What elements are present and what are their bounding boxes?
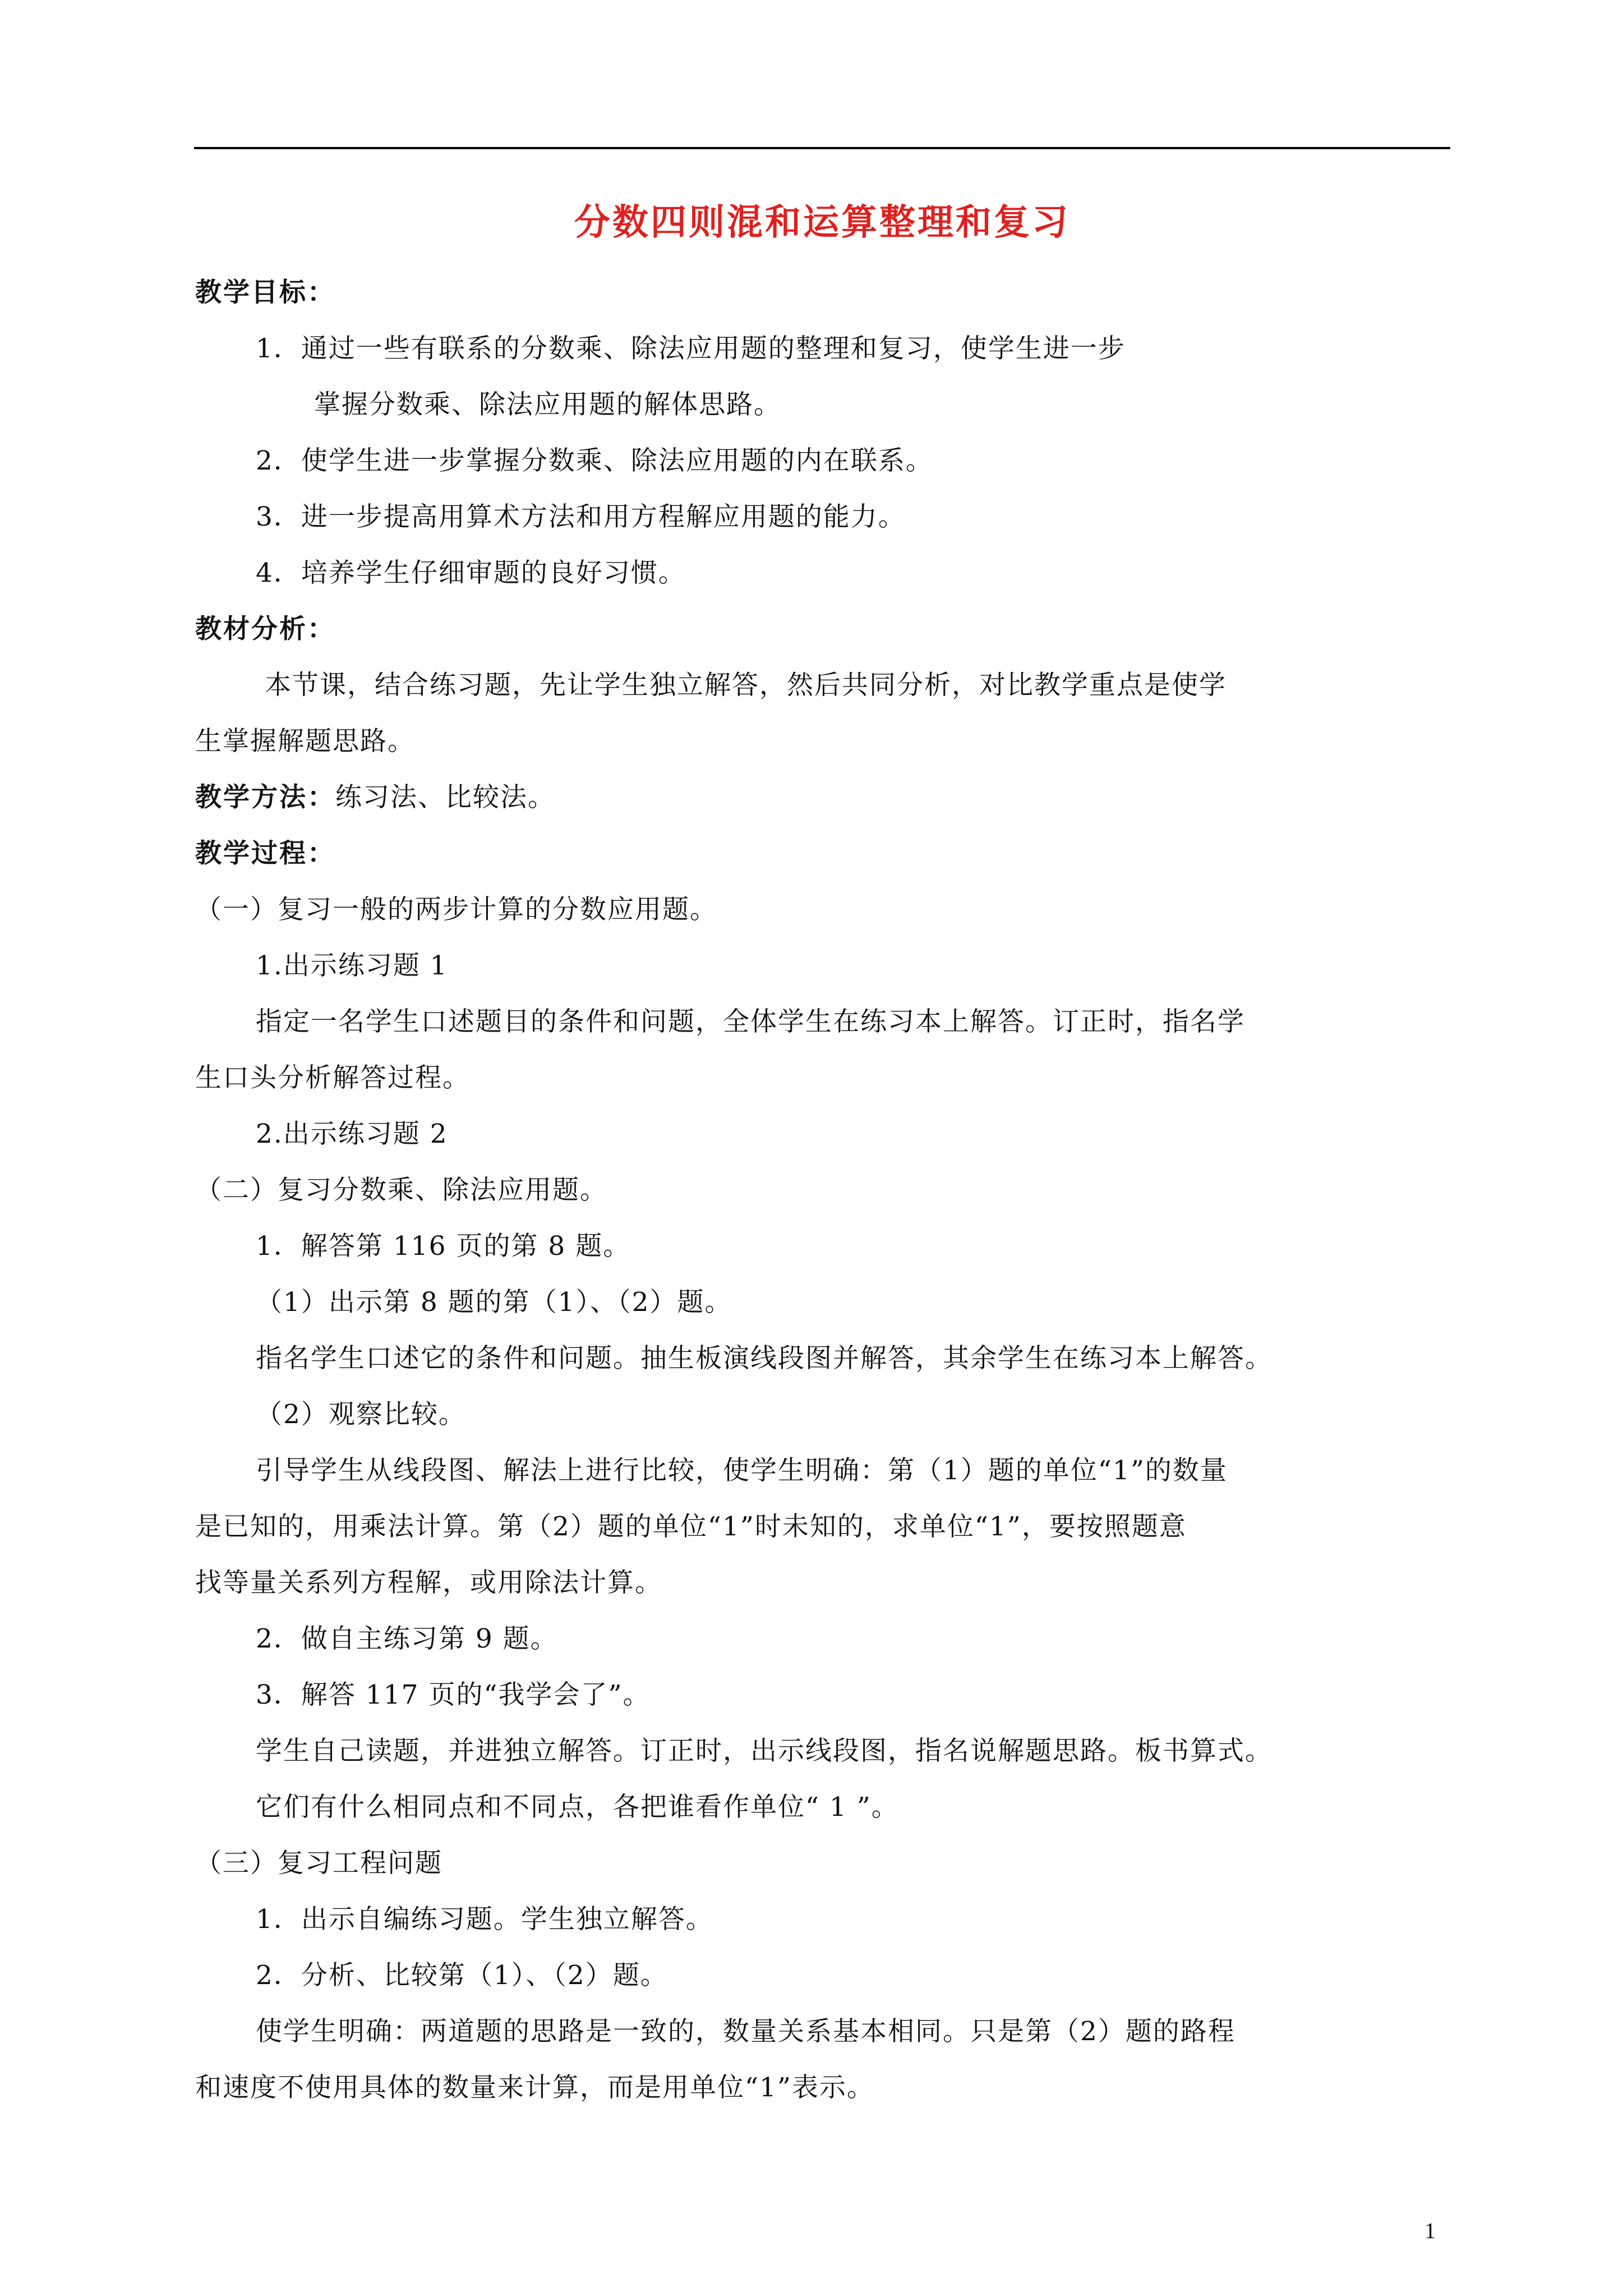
goal-line: 4．培养学生仔细审题的良好习惯。	[256, 558, 686, 588]
goal-line: 2．使学生进一步掌握分数乘、除法应用题的内在联系。	[256, 445, 933, 476]
process-line: 生口头分析解答过程。	[195, 1062, 470, 1093]
process-section-heading: （一）复习一般的两步计算的分数应用题。	[195, 894, 717, 925]
analysis-line: 生掌握解题思路。	[195, 726, 415, 757]
process-line: 学生自己读题，并进独立解答。订正时，出示线段图，指名说解题思路。板书算式。	[256, 1736, 1272, 1766]
goal-line: 掌握分数乘、除法应用题的解体思路。	[314, 389, 781, 420]
process-line: 找等量关系列方程解，或用除法计算。	[195, 1567, 662, 1598]
method-label: 教学方法：	[195, 782, 335, 813]
goals-heading: 教学目标：	[195, 277, 335, 308]
process-line: 指名学生口述它的条件和问题。抽生板演线段图并解答，其余学生在练习本上解答。	[256, 1343, 1272, 1374]
process-section-heading: （三）复习工程问题	[195, 1848, 442, 1879]
goal-line: 1．通过一些有联系的分数乘、除法应用题的整理和复习，使学生进一步	[256, 333, 1126, 364]
analysis-line: 本节课，结合练习题，先让学生独立解答，然后共同分析，对比教学重点是使学	[265, 670, 1227, 701]
process-line: 1.出示练习题 1	[256, 950, 448, 981]
process-line: 引导学生从线段图、解法上进行比较，使学生明确：第（1）题的单位“1”的数量	[256, 1455, 1228, 1486]
process-line: 2．做自主练习第 9 题。	[256, 1623, 558, 1654]
page-number: 1	[1424, 2218, 1436, 2243]
process-line: 1．出示自编练习题。学生独立解答。	[256, 1904, 713, 1935]
method-text: 练习法、比较法。	[335, 782, 555, 813]
method-line	[195, 778, 555, 817]
header-rule	[194, 147, 1450, 149]
process-line: 使学生明确：两道题的思路是一致的，数量关系基本相同。只是第（2）题的路程	[256, 2016, 1235, 2047]
process-line: 和速度不使用具体的数量来计算，而是用单位“1”表示。	[195, 2072, 874, 2103]
process-section-heading: （二）复习分数乘、除法应用题。	[195, 1175, 607, 1205]
process-line: 它们有什么相同点和不同点，各把谁看作单位“ 1 ”。	[256, 1792, 899, 1823]
goal-line: 3．进一步提高用算术方法和用方程解应用题的能力。	[256, 501, 906, 532]
process-line: 2．分析、比较第（1）、（2）题。	[256, 1960, 668, 1991]
process-line: （1）出示第 8 题的第（1）、（2）题。	[256, 1287, 732, 1318]
analysis-heading: 教材分析：	[195, 614, 335, 645]
process-line: （2）观察比较。	[256, 1399, 466, 1430]
process-heading: 教学过程：	[195, 838, 335, 869]
page-title: 分数四则混和运算整理和复习	[574, 202, 1070, 243]
process-line: 2.出示练习题 2	[256, 1119, 448, 1149]
process-line: 1．解答第 116 页的第 8 题。	[256, 1231, 631, 1262]
process-line: 指定一名学生口述题目的条件和问题，全体学生在练习本上解答。订正时，指名学	[256, 1006, 1245, 1037]
process-line: 是已知的，用乘法计算。第（2）题的单位“1”时未知的，求单位“1”，要按照题意	[195, 1511, 1187, 1542]
process-line: 3．解答 117 页的“我学会了”。	[256, 1680, 651, 1710]
